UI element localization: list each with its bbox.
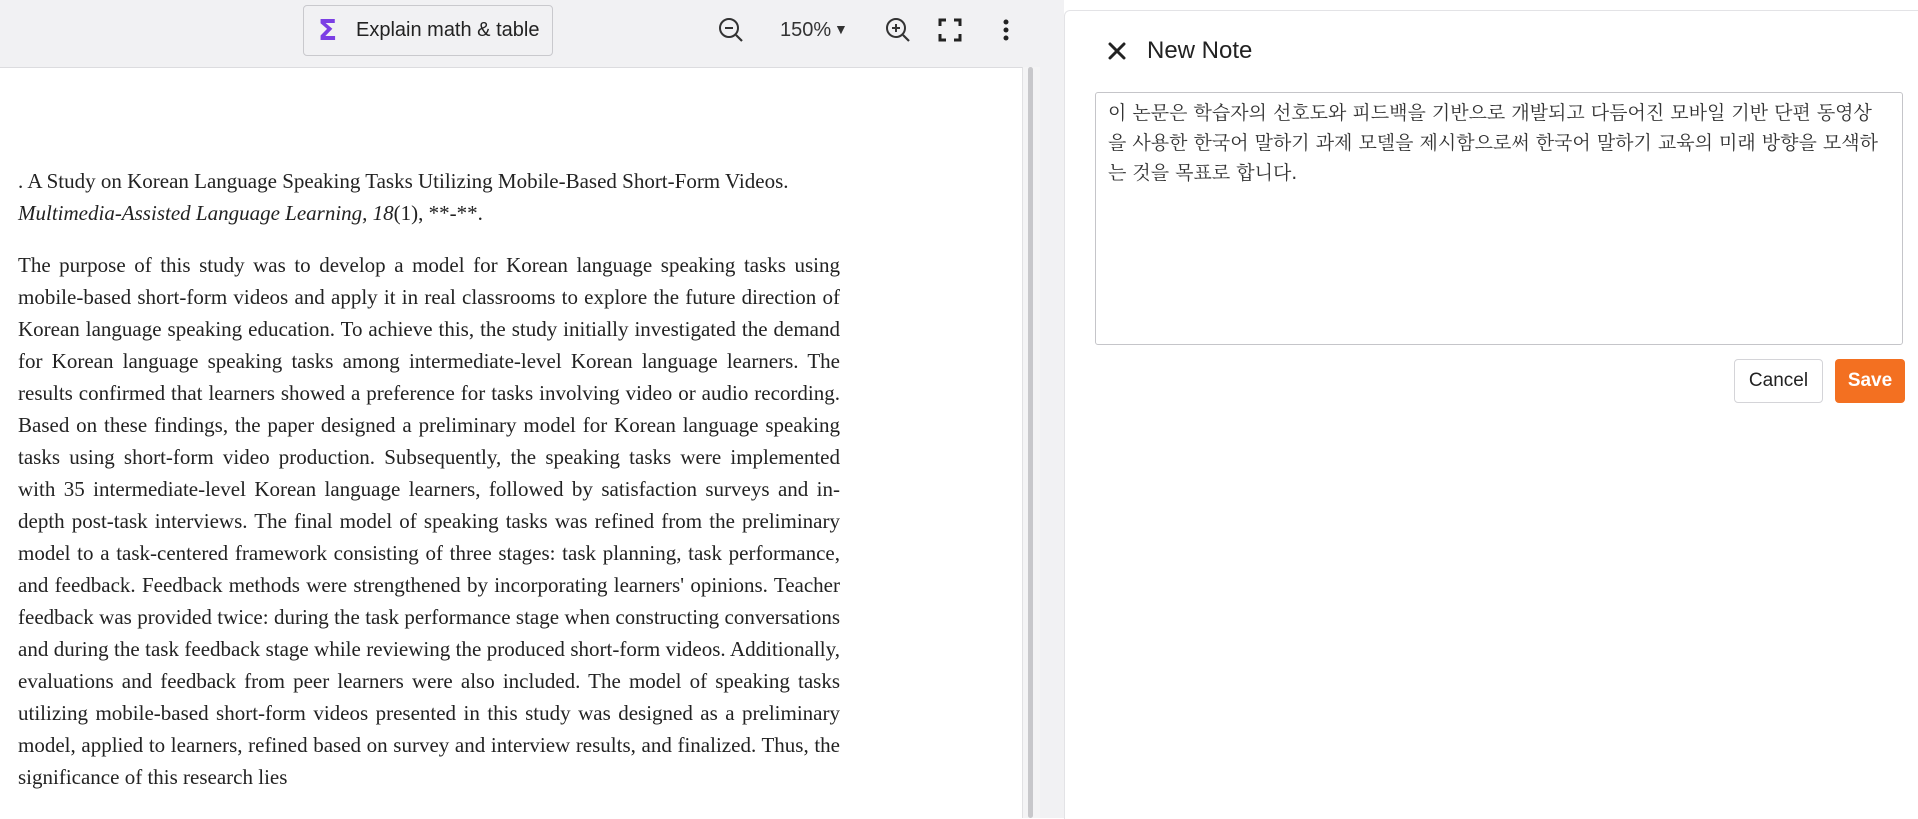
zoom-in-icon[interactable] xyxy=(884,16,912,44)
explain-math-table-button[interactable] xyxy=(303,5,553,56)
cancel-button[interactable]: Cancel xyxy=(1734,359,1823,403)
fullscreen-icon[interactable] xyxy=(936,16,964,44)
note-title: New Note xyxy=(1147,37,1253,64)
save-button[interactable]: Save xyxy=(1835,359,1905,403)
note-panel xyxy=(1064,10,1918,819)
explain-button-label: Explain math & table xyxy=(356,19,540,41)
more-vertical-icon[interactable] xyxy=(992,16,1020,44)
scrollbar-thumb[interactable] xyxy=(1028,67,1033,818)
note-header xyxy=(1103,37,1252,65)
abstract-text: The purpose of this study was to develop a model for Korean language speaking tasks using mobile-based short-form videos and apply it in real classrooms to explore the future direction of Korean language speaking education. To achieve this, the study initially investigated the demand for Korean language speaking tasks among intermediate-level Korean language learners. The results confirmed that learners showed a preference for tasks involving video or audio recording. Based on these findings, the paper designed a preliminary model for Korean language speaking tasks using short-form video production. Subsequently, the speaking tasks were implemented with 35 intermediate-level Korean language learners, followed by satisfaction surveys and in-depth post-task interviews. The final model of speaking tasks was refined from the preliminary model to a task-centered framework consisting of three stages: task planning, task performance, and feedback. Feedback methods were strengthened by incorporating learners' opinions. Teacher feedback was provided twice: during the task performance stage when constructing conversations and during the task feedback stage while reviewing the produced short-form videos. Additionally, evaluations and feedback from peer learners were also included. The model of speaking tasks utilizing mobile-based short-form videos presented in this study was designed as a preliminary model, applied to learners, refined based on survey and interview results, and finalized. Thus, the significance of this research lies xyxy=(18,253,840,789)
close-icon[interactable] xyxy=(1103,37,1131,65)
pdf-toolbar xyxy=(0,0,1040,68)
zoom-level[interactable]: 150% xyxy=(780,19,832,41)
document-scrollbar[interactable] xyxy=(1022,67,1041,818)
document-page xyxy=(18,165,840,793)
citation-journal: Multimedia-Assisted Language Learning, 18 xyxy=(18,201,394,225)
panel-divider xyxy=(1040,0,1064,818)
citation-pages: (1), **-**. xyxy=(393,201,483,225)
citation xyxy=(18,165,840,229)
zoom-dropdown-icon[interactable]: ▼ xyxy=(834,21,848,37)
note-textarea[interactable] xyxy=(1095,92,1903,345)
citation-title: . A Study on Korean Language Speaking Tasks Utilizing Mobile-Based Short-Form Videos. xyxy=(18,169,789,193)
zoom-out-icon[interactable] xyxy=(717,16,745,44)
sigma-icon: Σ xyxy=(318,13,338,47)
